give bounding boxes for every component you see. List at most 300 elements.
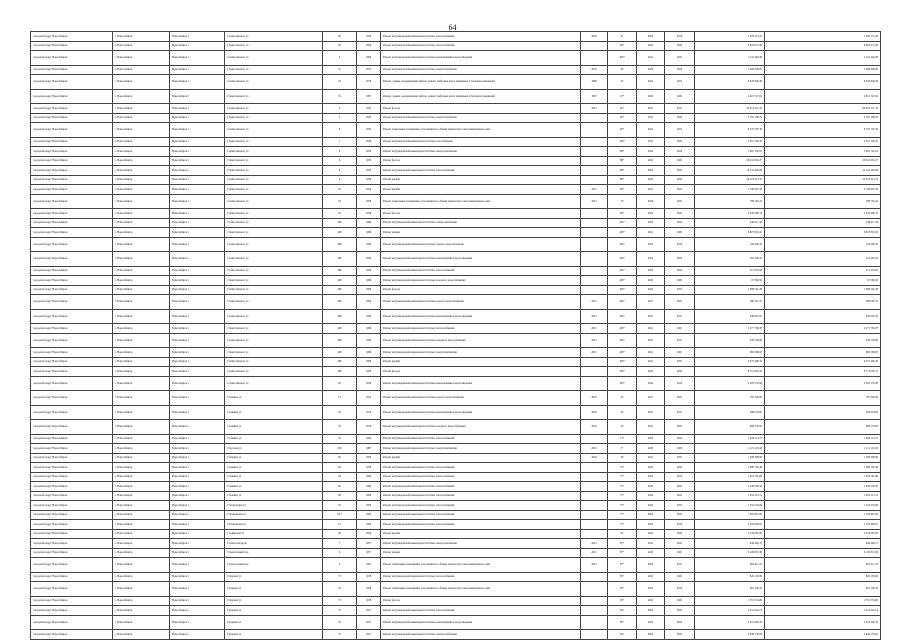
cell-build-year: 1957 [357,558,381,573]
cell-house-number: 60 [323,453,357,463]
cell-settlement: г. Новосибирск [113,357,170,367]
cell-total-cost: 471 653,96 [765,266,881,276]
cell-plan-end: 2022 [665,520,695,530]
cell-wear-percent: 92 [608,529,637,539]
table-body [31,32,881,640]
cell-work-type: Ремонт внутридомовой инженерной системы теплоснабжения [381,472,581,482]
cell-cost: 2 576 999,67 [695,520,765,530]
cell-total-cost: 8 664 973,36 [765,41,881,51]
cell-house-number: 466 [323,367,357,377]
cell-wear-percent: 92* [608,123,637,138]
cell-build-year: 1959 [357,376,381,391]
cell-build-year: 1964 [357,434,381,444]
cell-wear-percent: 20 [608,65,637,75]
cell-prior-year: 2020 [581,405,608,420]
cell-plan-start: 2020 [637,194,665,209]
cell-plan-end: 2022 [665,156,695,166]
cell-build-year: 1956 [357,529,381,539]
cell-settlement: г. Новосибирск [113,309,170,324]
cell-wear-percent: 75* [608,520,637,530]
cell-locality: Новосибирск г [170,89,225,104]
cell-municipality: городской округ Новосибирск [31,266,113,276]
cell-build-year: 1996 [357,252,381,267]
cell-build-year: 1959 [357,32,381,42]
cell-street: Станиславского ул [225,166,323,176]
cell-street: Станиславского ул [225,51,323,66]
cell-plan-start: 2022 [637,285,665,295]
cell-municipality: городской округ Новосибирск [31,75,113,90]
cell-build-year: 1996 [357,266,381,276]
cell-house-number: 466 [323,348,357,358]
cell-prior-year [581,434,608,444]
table-row [31,123,881,138]
cell-house-number: 70 [323,615,357,630]
table-row [31,237,881,252]
cell-municipality: городской округ Новосибирск [31,209,113,219]
cell-prior-year [581,147,608,157]
cell-house-number: 20 [323,32,357,42]
cell-build-year: 1958 [357,209,381,219]
table-row [31,520,881,530]
cell-plan-start: 2022 [637,510,665,520]
cell-locality: Новосибирск г [170,276,225,286]
cell-locality: Новосибирск г [170,41,225,51]
cell-plan-end: 2021 [665,295,695,310]
cell-plan-end: 2022 [665,285,695,295]
cell-municipality: городской округ Новосибирск [31,137,113,147]
cell-cost: 1 646 526,50 [695,482,765,492]
cell-cost: 1 698 561,28 [695,285,765,295]
cell-total-cost: 4 649 176,64 [765,630,881,640]
cell-locality: Новосибирск г [170,65,225,75]
cell-plan-start: 2022 [637,41,665,51]
table-row [31,558,881,573]
cell-work-type: Ремонт внутридомовой инженерной системы электроснабжения [381,218,581,228]
cell-plan-end: 2021 [665,405,695,420]
cell-cost: 1 696 958,00 [695,65,765,75]
cell-house-number: 16 [323,209,357,219]
cell-settlement: г. Новосибирск [113,104,170,114]
cell-cost: 4 765 168,79 [695,113,765,123]
cell-locality: Новосибирск г [170,405,225,420]
cell-plan-start: 2021 [637,51,665,66]
cell-prior-year [581,237,608,252]
cell-house-number: 16 [323,501,357,511]
cell-cost: 5 199 697,59 [695,185,765,195]
cell-street: Станиславского ул [225,75,323,90]
cell-plan-end: 2022 [665,218,695,228]
cell-cost: 6 725 707,19 [695,123,765,138]
cell-work-type: Ремонт внутридомовой инженерной системы газоснабжения [381,137,581,147]
table-row [31,357,881,367]
cell-plan-end: 2022 [665,472,695,482]
cell-settlement: г. Новосибирск [113,596,170,606]
cell-locality: Новосибирск г [170,520,225,530]
cell-plan-start: 2021 [637,333,665,348]
cell-house-number: 2 [323,548,357,558]
cell-locality: Новосибирск г [170,558,225,573]
cell-plan-start: 2022 [637,501,665,511]
cell-build-year: 1996 [357,276,381,286]
cell-work-type: Ремонт, замена, модернизация лифтов, ремонт лифтовых шахт, машинных и блочных помещений [381,75,581,90]
cell-total-cost: 1 554 234,69 [765,501,881,511]
cell-work-type: Ремонт подвальных помещений, относящихся к общему имуществу в многоквартирном доме [381,194,581,209]
cell-build-year: 1958 [357,572,381,582]
cell-total-cost: 2 305 535,98 [765,376,881,391]
cell-total-cost: 930 067,05 [765,309,881,324]
cell-municipality: городской округ Новосибирск [31,194,113,209]
cell-street: Станиславского ул [225,266,323,276]
cell-prior-year: 2021 [581,333,608,348]
cell-build-year: 1948 [357,137,381,147]
cell-prior-year [581,606,608,616]
cell-locality: Новосибирск г [170,104,225,114]
table-row [31,185,881,195]
cell-locality: Новосибирск г [170,266,225,276]
table-row [31,482,881,492]
cell-municipality: городской округ Новосибирск [31,41,113,51]
cell-build-year: 1996 [357,228,381,238]
cell-street: Сухарная ул [225,572,323,582]
cell-prior-year [581,266,608,276]
cell-house-number: 6 [323,123,357,138]
cell-cost: 1 329 213,24 [695,32,765,42]
cell-work-type: Ремонт внутридомовой инженерной системы электроснабжения [381,147,581,157]
cell-plan-start: 2022 [637,482,665,492]
cell-plan-end: 2022 [665,123,695,138]
cell-build-year: 1974 [357,391,381,406]
cell-house-number: 15 [323,520,357,530]
cell-settlement: г. Новосибирск [113,295,170,310]
table-row [31,209,881,219]
cell-street: Строителей пр-кт [225,539,323,549]
cell-wear-percent: 72* [608,472,637,482]
cell-cost: 8 654 973,36 [695,41,765,51]
cell-cost: 24 274 313,13 [695,175,765,185]
register-table [30,31,881,640]
cell-municipality: городской округ Новосибирск [31,147,113,157]
cell-total-cost: 2 576 999,67 [765,520,881,530]
cell-plan-end: 2022 [665,572,695,582]
cell-prior-year [581,123,608,138]
cell-prior-year [581,615,608,630]
cell-wear-percent: 100* [608,252,637,267]
cell-prior-year: 2021 [581,539,608,549]
cell-cost: 2 234 081,82 [695,529,765,539]
cell-cost: 2 211 022,14 [695,606,765,616]
cell-total-cost: 2 110 494,36 [765,51,881,66]
cell-plan-start: 2022 [637,123,665,138]
cell-municipality: городской округ Новосибирск [31,252,113,267]
cell-municipality: городской округ Новосибирск [31,333,113,348]
cell-cost: 12 152 405,96 [695,166,765,176]
cell-settlement: г. Новосибирск [113,420,170,435]
cell-prior-year: 2021 [581,185,608,195]
cell-wear-percent: 100* [608,137,637,147]
cell-cost: 439 748,69 [695,333,765,348]
cell-prior-year [581,376,608,391]
table-row [31,434,881,444]
cell-settlement: г. Новосибирск [113,582,170,597]
cell-municipality: городской округ Новосибирск [31,357,113,367]
cell-wear-percent: 100* [608,357,637,367]
cell-municipality: городской округ Новосибирск [31,539,113,549]
cell-build-year: 1958 [357,596,381,606]
cell-settlement: г. Новосибирск [113,65,170,75]
cell-build-year: 1997 [357,89,381,104]
cell-total-cost: 1 498 368,90 [765,453,881,463]
cell-street: Станиславского ул [225,194,323,209]
cell-settlement: г. Новосибирск [113,324,170,334]
cell-settlement: г. Новосибирск [113,572,170,582]
cell-locality: Новосибирск г [170,123,225,138]
cell-plan-start: 2021 [637,137,665,147]
cell-locality: Новосибирск г [170,185,225,195]
cell-wear-percent: 100* [608,218,637,228]
cell-wear-percent: 25* [608,89,637,104]
cell-wear-percent: 87* [608,548,637,558]
cell-wear-percent: 72* [608,491,637,501]
cell-build-year: 1959 [357,453,381,463]
cell-prior-year [581,572,608,582]
cell-cost: 8 751 093,15 [695,367,765,377]
cell-plan-end: 2022 [665,463,695,473]
cell-prior-year [581,482,608,492]
cell-plan-start: 2022 [637,491,665,501]
cell-street: Стахановская ул [225,510,323,520]
cell-municipality: городской округ Новосибирск [31,104,113,114]
cell-work-type: Ремонт фасада [381,156,581,166]
cell-wear-percent: 96* [608,185,637,195]
cell-settlement: г. Новосибирск [113,194,170,209]
cell-plan-end: 2021 [665,348,695,358]
cell-settlement: г. Новосибирск [113,615,170,630]
cell-build-year: 1971 [357,615,381,630]
cell-cost: 1 698 165,49 [695,463,765,473]
cell-plan-end: 2021 [665,453,695,463]
cell-wear-percent: 5* [608,444,637,454]
cell-settlement: г. Новосибирск [113,444,170,454]
cell-cost: 930 067,05 [695,309,765,324]
cell-prior-year: 2019 [581,391,608,406]
cell-prior-year [581,510,608,520]
cell-plan-start: 2022 [637,434,665,444]
cell-municipality: городской округ Новосибирск [31,89,113,104]
cell-locality: Новосибирск г [170,615,225,630]
cell-settlement: г. Новосибирск [113,228,170,238]
cell-plan-end: 2022 [665,630,695,640]
cell-plan-end: 2022 [665,75,695,90]
cell-build-year: 1960 [357,51,381,66]
cell-house-number: 18/1 [323,510,357,520]
cell-plan-end: 2021 [665,548,695,558]
cell-work-type: Ремонт внутридомовой инженерной системы теплоснабжения [381,324,581,334]
cell-build-year: 1971 [357,606,381,616]
cell-plan-start: 2021 [637,185,665,195]
cell-wear-percent: 86* [608,175,637,185]
cell-cost: 2 110 494,36 [695,51,765,66]
cell-prior-year [581,472,608,482]
cell-settlement: г. Новосибирск [113,391,170,406]
cell-wear-percent: 72* [608,501,637,511]
table-row [31,218,881,228]
page-number: 64 [448,23,457,32]
cell-plan-end: 2021 [665,357,695,367]
cell-settlement: г. Новосибирск [113,453,170,463]
table-row [31,51,881,66]
cell-plan-start: 2022 [637,75,665,90]
cell-house-number: 29 [323,529,357,539]
cell-settlement: г. Новосибирск [113,252,170,267]
cell-prior-year [581,113,608,123]
cell-municipality: городской округ Новосибирск [31,324,113,334]
cell-street: Стофинская ул [225,529,323,539]
cell-settlement: г. Новосибирск [113,32,170,42]
cell-house-number: 466 [323,324,357,334]
cell-house-number: 466 [323,276,357,286]
cell-municipality: городской округ Новосибирск [31,276,113,286]
cell-work-type: Ремонт крыши [381,529,581,539]
cell-house-number: 460 [323,218,357,228]
table-row [31,104,881,114]
cell-plan-end: 2022 [665,113,695,123]
cell-work-type: Ремонт внутридомовой инженерной системы канализования и водоотведения [381,51,581,66]
cell-plan-start: 2022 [637,529,665,539]
cell-wear-percent: 100* [608,348,637,358]
cell-plan-start: 2021 [637,405,665,420]
cell-plan-start: 2021 [637,309,665,324]
cell-house-number: 37 [323,596,357,606]
cell-house-number: 466 [323,295,357,310]
cell-plan-start: 2022 [637,209,665,219]
cell-locality: Новосибирск г [170,348,225,358]
cell-street: Строительный пер [225,548,323,558]
cell-work-type: Ремонт внутридомовой инженерной системы электроснабжения [381,113,581,123]
cell-plan-end: 2022 [665,529,695,539]
cell-build-year: 1986 [357,218,381,228]
cell-work-type: Ремонт внутридомовой инженерной системы теплоснабжения [381,41,581,51]
cell-build-year: 1953 [357,123,381,138]
cell-wear-percent: 85* [608,572,637,582]
cell-settlement: г. Новосибирск [113,367,170,377]
cell-settlement: г. Новосибирск [113,529,170,539]
cell-municipality: городской округ Новосибирск [31,572,113,582]
cell-municipality: городской округ Новосибирск [31,405,113,420]
cell-street: Станиславского ул [225,32,323,42]
cell-work-type: Ремонт внутридомовой инженерной системы электроснабжения [381,348,581,358]
cell-total-cost: 6 725 707,19 [765,123,881,138]
cell-cost: 4 649 176,64 [695,630,765,640]
cell-street: Станиславского ул [225,357,323,367]
cell-house-number: 43 [323,405,357,420]
cell-locality: Новосибирск г [170,218,225,228]
cell-prior-year [581,276,608,286]
cell-plan-start: 2022 [637,175,665,185]
cell-settlement: г. Новосибирск [113,166,170,176]
cell-prior-year [581,51,608,66]
cell-house-number: 4 [323,104,357,114]
table-row [31,266,881,276]
cell-build-year: 1960 [357,491,381,501]
cell-work-type: Ремонт внутридомовой инженерной системы электроснабжения [381,65,581,75]
cell-build-year: 1987 [357,444,381,454]
cell-prior-year [581,228,608,238]
table-row [31,309,881,324]
cell-total-cost: 1 652 215,51 [765,491,881,501]
table-row [31,501,881,511]
cell-street: Станиславского ул [225,185,323,195]
cell-plan-end: 2022 [665,501,695,511]
cell-locality: Новосибирск г [170,529,225,539]
cell-settlement: г. Новосибирск [113,175,170,185]
cell-wear-percent: 71* [608,434,637,444]
cell-work-type: Ремонт внутридомовой инженерной системы теплоснабжения [381,501,581,511]
cell-prior-year: 2020 [581,32,608,42]
cell-house-number: 35 [323,582,357,597]
cell-work-type: Ремонт внутридомовой инженерной системы канализования и водоотведения [381,252,581,267]
table-row [31,615,881,630]
cell-plan-start: 2022 [637,596,665,606]
cell-work-type: Ремонт фасада [381,367,581,377]
cell-total-cost: 606 570,82 [765,420,881,435]
cell-house-number: 62 [323,463,357,473]
cell-work-type: Ремонт фасада [381,209,581,219]
cell-settlement: г. Новосибирск [113,218,170,228]
cell-work-type: Ремонт внутридомовой инженерной системы теплоснабжения [381,463,581,473]
cell-settlement: г. Новосибирск [113,482,170,492]
cell-municipality: городской округ Новосибирск [31,218,113,228]
cell-wear-percent: 100* [608,237,637,252]
table-row [31,582,881,597]
cell-house-number: 68 [323,491,357,501]
cell-work-type: Ремонт крыши [381,185,581,195]
cell-wear-percent: 100* [608,51,637,66]
cell-plan-end: 2022 [665,434,695,444]
table-row [31,391,881,406]
cell-plan-start: 2022 [637,472,665,482]
cell-total-cost: 795 300,06 [765,391,881,406]
table-row [31,630,881,640]
cell-work-type: Ремонт фасада [381,104,581,114]
cell-street: Станиславского ул [225,137,323,147]
cell-plan-start: 2022 [637,266,665,276]
cell-locality: Новосибирск г [170,295,225,310]
cell-wear-percent: 65* [608,582,637,597]
cell-house-number: 9 [323,175,357,185]
cell-wear-percent: 88* [608,156,637,166]
cell-total-cost: 9 643 828,26 [765,75,881,90]
cell-settlement: г. Новосибирск [113,147,170,157]
table-row [31,175,881,185]
cell-plan-start: 2022 [637,463,665,473]
cell-street: Станкина ул [225,434,323,444]
cell-total-cost: 97 582,56 [765,276,881,286]
cell-wear-percent: 88* [608,147,637,157]
cell-municipality: городской округ Новосибирск [31,113,113,123]
cell-total-cost: 439 748,69 [765,333,881,348]
cell-plan-end: 2021 [665,391,695,406]
cell-house-number: 35 [323,89,357,104]
cell-street: Станиславского ул [225,41,323,51]
cell-street: Станиславского ул [225,228,323,238]
cell-street: Станкина ул [225,453,323,463]
cell-cost: 1 652 215,51 [695,491,765,501]
cell-prior-year: 2019 [581,65,608,75]
cell-total-cost: 4 821 747,62 [765,89,881,104]
cell-prior-year: 1986 [581,75,608,90]
cell-settlement: г. Новосибирск [113,539,170,549]
cell-municipality: городской округ Новосибирск [31,582,113,597]
